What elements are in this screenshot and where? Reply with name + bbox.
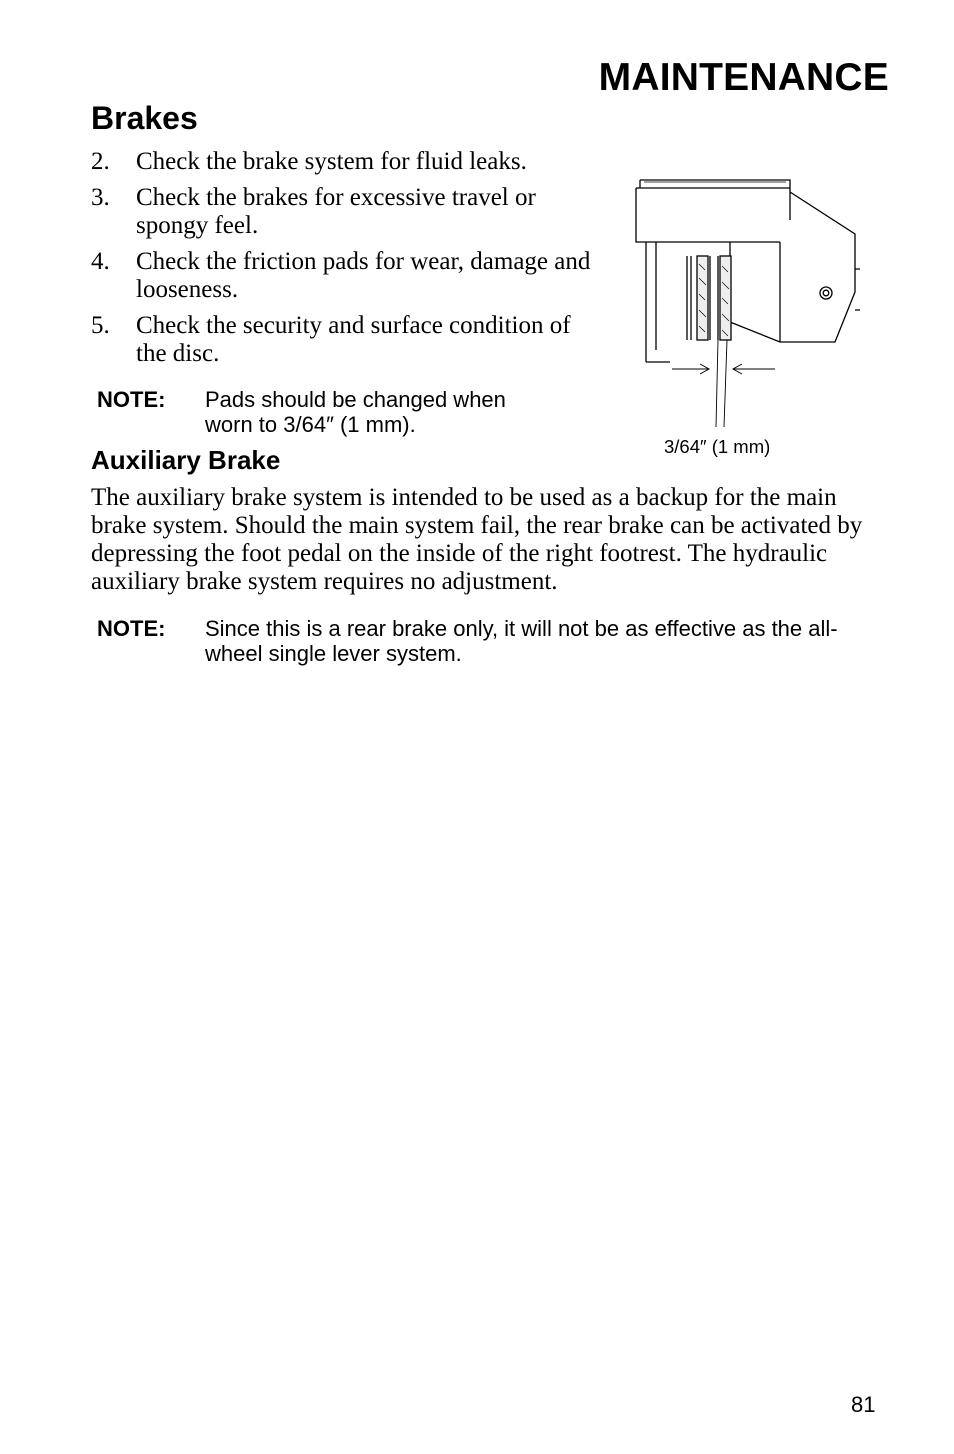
note-text: Pads should be changed when worn to 3/64″ (1 mm).	[205, 387, 506, 437]
step-number: 2.	[91, 148, 110, 175]
note-label: NOTE:	[97, 387, 166, 412]
note-text: Since this is a rear brake only, it will not be as effective as the all-wheel single lever system.	[205, 616, 838, 666]
list-item	[91, 312, 591, 368]
auxiliary-brake-paragraph: The auxiliary brake system is intended to be used as a backup for the main brake system. Should the main system fail, the rear brake can be activated by depressing the foot pedal on the inside of the right footrest. The hydraulic auxiliary brake system requires no adjustment.	[91, 484, 863, 595]
step-text: Check the friction pads for wear, damage and looseness.	[136, 248, 591, 303]
step-number: 4.	[91, 248, 110, 275]
rear-brake-note	[97, 616, 877, 668]
list-item	[91, 184, 591, 240]
brake-caliper-figure	[630, 172, 860, 472]
section-title: Brakes	[91, 100, 198, 136]
page-header: MAINTENANCE	[598, 56, 889, 99]
step-number: 5.	[91, 312, 110, 339]
note-label: NOTE:	[97, 616, 166, 641]
step-list	[91, 148, 591, 376]
list-item	[91, 148, 591, 176]
step-number: 3.	[91, 184, 110, 211]
brake-caliper-icon	[630, 172, 860, 472]
figure-caption: 3/64″ (1 mm)	[664, 436, 771, 457]
step-text: Check the brakes for excessive travel or spongy feel.	[136, 184, 536, 239]
step-text: Check the security and surface condition of the disc.	[136, 312, 571, 367]
page-number: 81	[851, 1392, 876, 1417]
subsection-title: Auxiliary Brake	[91, 445, 281, 475]
pad-wear-note	[97, 387, 537, 439]
list-item	[91, 248, 591, 304]
step-text: Check the brake system for fluid leaks.	[136, 148, 527, 175]
